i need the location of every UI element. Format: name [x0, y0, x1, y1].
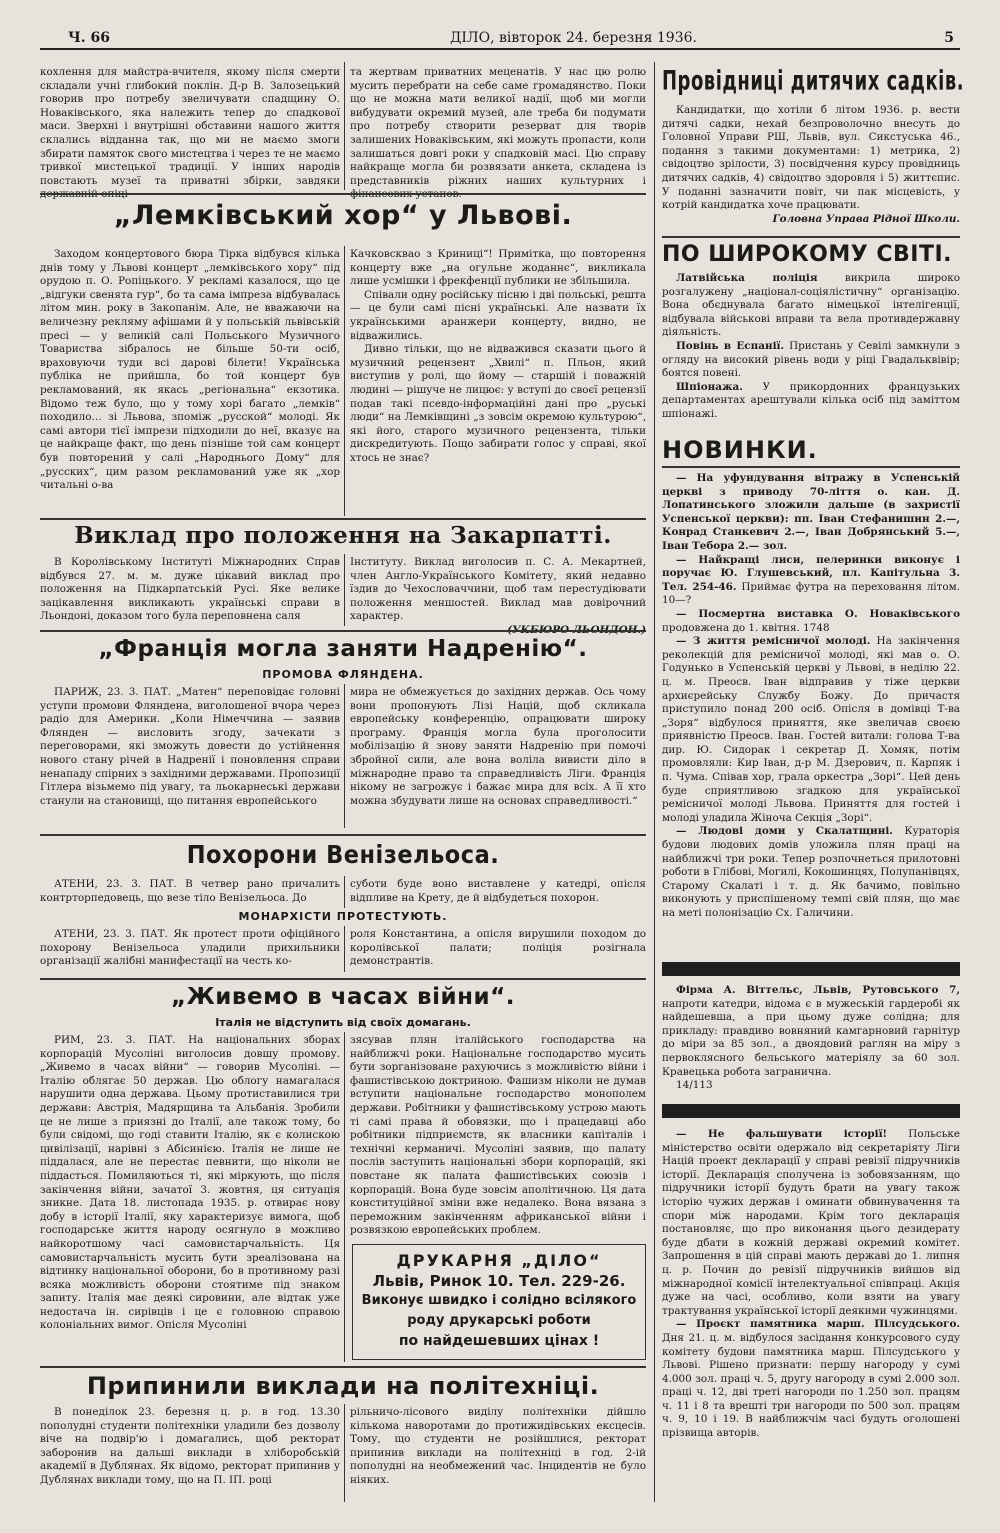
news-text-5: Кураторія будови людових домів уложила плян праці на найближчі три роки. Тепер розпочнеться прилотовні роботи в Глібові, Могилі, Кокошинцях, Полупанівцях, Старому Скалаті і т. д. Як бачимо, повільно виконують у приспішеному темпі свій плян, що має на меті полонізацію Сх. Галичини.: [662, 825, 960, 919]
war-col-1: [40, 1034, 340, 1360]
ad-line-1: ДРУКАРНЯ „ДІЛО“: [396, 1251, 602, 1270]
war-text-1: РИМ, 23. 3. ПАТ. На національних зборах корпорацій Мусоліні виголосив довшу промову. „Живемо в часах війни“ — говорив Мусоліні. — Італію облягає 50 держав. Цю облогу намагалася нарушити одна держава. Цьому протиставилися три держави: Австрія, Мадярщина та Альбанія. Зробили це не лише з приязні до Італії, але також тому, бо були свідомі, що годі ставити Італію, як є колискою цивілізації, нарівні з Абісинією. Італія не лише не піддалася, але не перестає певнити, що ніколи не піддасться. Помиляються ті, які міркують, що після закінчення війни, зачатої 3. жовтня, ця ситуація зникне. Дата 18. листопада 1935. р. отвирає нову добу в історії Італії, яку характеризує вимога, щоб господарське життя народу осягнуло в можливо найкоротшому часі самовистарчальність. Ця самовистарчальність мусить бути зреалізована на відтинку національної оборони, бо в противному разі всяка можливість оборони стоятиме під знаком запиту. Італія має деякі сировини, але відтак уже недостача ін. сирівців і це є головною справою колоніальних вимог. Опісля Мусоліні: [40, 1034, 340, 1332]
news-text-2: Приймає футра на переховання літом. 10—?: [662, 580, 961, 607]
history-item-2: [662, 1318, 960, 1440]
france-subtitle: ПРОМОВА ФЛЯНДЕНА.: [262, 668, 424, 681]
venizelos-text-4: роля Константина, а опісля вирушили походом до королівської палати; поліція розігнала демонстрантів.: [350, 928, 646, 968]
france-col-1: [40, 686, 340, 826]
divider: [40, 1366, 646, 1368]
divider: [344, 1032, 345, 1362]
print-shop-ad: [352, 1244, 646, 1360]
top-text-1: кохлення для майстра-вчителя, якому після смерти складали учні глибокий поклін. Д-р В. Залозецький говорив про потребу звеличувати спадщину О. Новаківського, яка належить тепер до спадкової маси. Зверхні і внутрішні обставини нашого життя склались відданна так, що ми не маємо змоги збирати памяток свого мистецтва і через те не маємо тривкої мистецької традиції. У інших народів повстають музеї та приватні збірки, завдяки: [40, 66, 340, 187]
vittels-item: [662, 984, 960, 1079]
vittels-ad: [662, 984, 960, 1092]
kindergarten-signature: Головна Управа Рідної Школи.: [772, 212, 960, 225]
news-text-4: На закінчення реколекцій для ремісничої молоді, які мав о. О. Годунько в Успенській церкві у Львові, в неділю 22. ц. м. Преосв. Іван відправив у тіже церкви архиєрейську Службу Божу. До причастя приступило понад 200 осіб. Опісля в домівці Т-ва „Зоря“ відбулося приняття, яке звеличав своєю приявністю Преосв. Іван. Гостей витали: голова Т-ва дир. Ю. Сидорак і секретар Д. Хомяк, потім промовляли: Кир Іван, д-р М. Дзерович, п. Карпяк і п. Чума. Співав хор, грала оркестра „Зорі“. Цей день буде сприятливою згадкою для української ремісничої молоді Львова. Приняття для гостей і молоді уладила Жіноча Секція „Зорі“.: [662, 635, 961, 824]
venizelos-col-2: [350, 878, 646, 908]
world-text-2: Пристань у Севілі замкнули з огляду на високий рівень води у ріці Гвадальквівір; боятся повені.: [662, 339, 960, 380]
divider: [40, 193, 646, 195]
venizelos-text-3: АТЕНИ, 23. 3. ПАТ. Як протест проти офіційного похорону Венізельоса уладили прихильники організації жалібні манифестації на честь ко-: [40, 928, 340, 968]
history-lead-1: — Не фальшувати історії!: [676, 1128, 888, 1140]
ad-line-2: Львів, Ринок 10. Тел. 229-26.: [372, 1272, 626, 1290]
france-col-2: [350, 686, 646, 826]
top-col-1: [40, 66, 340, 186]
divider: [662, 236, 960, 238]
venizelos-subtitle: МОНАРХІСТИ ПРОТЕСТУЮТЬ.: [238, 910, 448, 923]
france-title: „Франція могла заняти Надренію“.: [98, 636, 588, 662]
divider: [344, 554, 345, 626]
polytech-col-1: [40, 1406, 340, 1502]
vittels-lead: Фірма А. Віттельс, Львів, Рутовського 7,: [676, 984, 960, 996]
venizelos-text-1: АТЕНИ, 23. 3. ПАТ. В четвер рано причалить контрторпедовець, що везе тіло Венізельоса. До: [40, 878, 340, 904]
kindergarten-text: Кандидатки, що хотіли б літом 1936. р. вести дитячі садки, нехай безпроволочно внесуть до Головної Управи РШ, Львів, вул. Сикстуська 46., подання з такими документами: 1) метрика, 2) свідоцтво зрілости, 3) посвідчення курсу провідниць дитячих садків, 4) свідоцтво здоровля і 5) життєпис. У поданні зазначити повіт, чи пак місцевість, у котрій кандидатка хоче працювати.: [662, 104, 960, 212]
france-text-2: мира не обмежується до західних держав. Ось чому вони пропонують Лізі Націй, щоб скликала европейську конференцію, опрацювати широку програму. Франція могла була проголосити мобілізацію й знову заняти Надренію при помочі збройної сили, але вона воліла вивисти діло в міжнародне право та справедливість Ліги. Франція нікому не загрожує і бажає мира для всіх. А її хто можна збудувати лише на основах справедливості.“: [350, 686, 646, 807]
vittels-code: 14/113: [676, 1079, 713, 1092]
divider: [344, 926, 345, 972]
lemko-text-2b: Співали одну російську пісню і дві польські, решта — це були самі пісні українські. Але назвати їх українськими аранжери концерту, видно, не відважились.: [350, 288, 646, 342]
venizelos-col-3: [40, 928, 340, 972]
polytech-text-1: В понеділок 23. березня ц. р. в год. 13.30 пополудні студенти політехніки уладили без дозволу віче на подвір'ю і домагались, щоб ректорат заборонив на дальші виклади в хліборобській академії в Дублянах. Як відомо, ректорат припинив у Дублянах виклади тому, що на П. ІП. році: [40, 1406, 340, 1486]
top-col-2: [350, 66, 646, 186]
polytech-text-2: рільничо-лісового виділу політехніки дійшло кількома наворотами до протижидівських ексцесів. Тому, що студенти не розійшлися, ректорат припинив виклади на політехніці в год. 2-ій пополудні на необмежений час. Інцидентів не було ніяких.: [350, 1406, 646, 1486]
news-item-5: [662, 825, 960, 920]
history-body: [662, 1128, 960, 1502]
divider: [344, 684, 345, 828]
news-title: НОВИНКИ.: [662, 436, 818, 464]
world-text-1: викрила широко розгалужену „націонал-соціялістичну“ організацію. Вона обєднувала багато німецької інтелігенції, відбувала військові вправи та вела противдержавну діяльність.: [662, 272, 961, 339]
top-text-2: та жертвам приватних меценатів. У нас цю ролю мусить перебрати на себе саме громадянство. Поки що не можна мати великої надії, щоб ми могли вибудувати окремий музей, але треба би подумати про потребу створити резерват для творів залишених Новаківським, які можуть пропасти, коли залишаться довгі роки у спадковій масі. Цю справу найкраще могла би розвязати анкета, складена із представників ріжних наших культурних і: [350, 66, 646, 187]
world-lead-1: Латвійська поліція: [676, 272, 818, 284]
black-rule: [662, 962, 960, 976]
world-lead-2: Повінь в Еспанії.: [676, 339, 785, 352]
masthead-date: ДІЛО, вівторок 24. березня 1936.: [450, 30, 697, 46]
venizelos-col-1: [40, 878, 340, 908]
war-col-2: [350, 1034, 646, 1237]
news-text-3: продовжена до 1. квітня. 1748: [662, 621, 830, 634]
divider: [344, 876, 345, 908]
france-text-1: ПАРИЖ, 23. 3. ПАТ. „Матен“ переповідає головні уступи промови Фляндена, виголошеної вчора через радіо для Америки. „Коли Німеччина — заявив Флянден — висловить згоду, зачекати з переговорами, які зможуть довести до устійнення нового стану річей в Надренії і поновлення справи ненападу спірних з західними державами. Пропозиції Гітлера візьмемо під увагу, та льокарнеські держави станули на становищі, що питання европейського: [40, 686, 340, 807]
lemko-col-2: [350, 248, 646, 514]
news-lead-4: — З життя ремісничої молоді.: [676, 635, 871, 648]
venizelos-text-2: суботи буде воно виставлене у катедрі, опісля відпливе на Крету, де й відбудеться похорон.: [350, 878, 646, 904]
kindergarten-body: [662, 104, 960, 230]
news-lead-3: — Посмертна виставка О. Новаківського: [676, 607, 960, 620]
lemko-text-1: Заходом концертового бюра Тірка відбувся кілька днів тому у Львові концерт „лемківського хору“ під орудою п. О. Ропіцького. У рекламі казалося, що це „відгуки свенята гур“, бо та сама імпреза відбувалась літом мин. року в Закопанім. Але, не вважаючи на величезну рекляму афішами й у польській львівській пресі — у великій салі Польського Музичного Товариства зібралось не більше 50-ти осіб, враховуючи туди всі даровi білети! Українська публіка не прийшла, бо той концерт був рекламований, як якась „регіональна“ екзотика. Відомо теж було, що у тому хорі багато „лемків“ походило… зі Львова, зпоміж „русской“ молоді. Як самі автори тієї імпрези підходили до неї, вказує на це найкраще факт, що день пізніше той сам концерт був повторений у салі „Народнього Дому“ для „русских“, цим разом рекламований уже як „хор читальні о-ва: [40, 248, 340, 492]
world-text-3: У прикордонних французьких департаментах арештували кілька осіб під заміттом шпіонажі.: [662, 380, 960, 420]
news-item-1: — На уфундування вітражу в Успенській церкві з приводу 70-ліття о. кан. Д. Лопатинського зложили дальше (в захристії Успенської церкви): пп. Іван Стефанишин 2.—, Конрад Станкевич 2.—, Іван Добрянський 5.—, Іван Тебора 2.— зол.: [662, 472, 960, 552]
venizelos-title: Похорони Венізельоса.: [186, 840, 500, 869]
kindergarten-title: Провідниці дитячих садків.: [662, 64, 965, 97]
vittels-text: напроти катедри, відома є в мужеській гардеробі як найдешевша, а при цьому дуже солідна; для прикладу: правдиво вовняний камгарновий гарнітур до міри за 85 зол., а двоядовий раглян на міру з первоклясного бельського матеріялу за 60 зол. Кравецька робота загранична.: [662, 997, 960, 1078]
war-title: „Живемо в часах війни“.: [171, 984, 515, 1010]
divider: [662, 466, 960, 468]
lemko-col-1: [40, 248, 340, 514]
polytech-title: Припинили виклади на політехніці.: [86, 1372, 600, 1400]
issue-number: Ч. 66: [68, 30, 111, 46]
divider: [40, 834, 646, 836]
zakarpattia-title: Виклад про положення на Закарпатті.: [74, 522, 612, 549]
lemko-title: „Лемківський хор“ у Львові.: [113, 200, 573, 231]
divider: [40, 518, 646, 520]
news-item-3: [662, 608, 960, 635]
ad-line-3: Виконує швидко і солідно всілякого: [361, 1293, 637, 1308]
war-subtitle: Італія не відступить від своїх домагань.: [215, 1016, 471, 1029]
zakarpattia-col-2: [350, 556, 646, 624]
news-body: [662, 472, 960, 950]
polytech-col-2: [350, 1406, 646, 1502]
world-item-1: [662, 272, 960, 340]
news-item-4: [662, 635, 960, 825]
ad-line-5: по найдешевших цінах !: [398, 1333, 600, 1349]
war-text-2: зясував плян італійського господарства на найближчі роки. Національне господарство мусить бути зорганізоване рахуючись з можливістю війни і фашистівською доктриною. Фашизм ніколи не думав вступити національне господарство монополем держави. Робітники у фашистівському устрою мають ті самі права й обовязки, що і працедавці або робітники підприємств, як власники капіталів і технічні керманичі. Мусоліні заявив, що палату послів заступить національні збори корпорацій, які повстане як палата фашистівських союзів і корпорацій. Вона буде зовсім аполітичною. Ця дата конституційної зміни вже недалеко. Вона вязана з переможним закінченням африканської війни і розвязкою европейських проблем.: [350, 1034, 646, 1237]
world-title: ПО ШИРОКОМУ СВІТІ.: [662, 242, 953, 267]
lemko-text-2a: Качковсквао з Криниці“! Примітка, що повторення концерту вже „на огульне жоданнє“, викликала лише усмішки і фрекфенції публики не збільшила.: [350, 248, 646, 288]
zakarpattia-text-2: Інституту. Виклад виголосив п. С. А. Мекартней, член Англо-Українського Комітету, який недавно їздив до Чехословаччини, щоб там перестудіювати положення меншостей. Виклад мав довірочний характер.: [350, 556, 646, 623]
world-lead-3: Шпіонажа.: [676, 380, 743, 393]
history-item-1: [662, 1128, 960, 1318]
news-lead-2: — Найкращі лиси, пелеринки виконує і поручає Ю. Глушевський, пл. Капітульна 3. Тел. 254-46.: [662, 553, 960, 593]
history-text-1: Польське міністерство освіти одержало від секретаріяту Ліги Націй проект декларації у справі ревізії підручників історії. Декларація сполучена із зобовязанням, що підручники історії будуть брати на увагу також історію чужих держав і оминати обвинувачення та спори між народами. Крім того декларація постановляє, що про виконання цього дезидерату буде дбати в кожній державі окремий комітет. Запрошення в цій справі мають державі до 1. липня ц. р. Почин до ревізії підручників вийшов від міжнародної комісії інтелектуальної співпраці. Акція дуже на часі, особливо, коли взяти на увагу трактування української історії деякими чужинцями.: [662, 1128, 960, 1317]
page-header: [40, 30, 960, 50]
ad-line-4: роду друкарські роботи: [407, 1313, 591, 1328]
divider: [344, 246, 345, 516]
divider: [40, 630, 646, 632]
black-rule: [662, 1104, 960, 1118]
news-item-2: [662, 554, 960, 608]
world-body: [662, 272, 960, 430]
column-divider: [654, 62, 655, 1502]
history-text-2: Дня 21. ц. м. відбулося засідання конкурсового суду комітету будови памятника марш. Пілсудського у Львові. Рішено признати: першу нагороду у сумі 4.000 зол. праці ч. 5, другу нагороду в сумі 2.000 зол. праці ч. 12, дві треті нагороди по 1.250 зол. працям ч. 11 і 8 та врешті три нагороди по 500 зол. працям ч. 9, 10 і 19. В найближчім часі будуть оголошені прізвища авторів.: [662, 1331, 960, 1440]
divider: [344, 62, 345, 190]
news-lead-5: — Людові доми у Скалатщині.: [676, 825, 893, 838]
divider: [40, 978, 646, 980]
page-number: 5: [944, 30, 954, 46]
history-lead-2: — Проєкт памятника марш. Пілсудського.: [676, 1318, 960, 1331]
venizelos-col-4: [350, 928, 646, 972]
zakarpattia-col-1: [40, 556, 340, 624]
world-item-2: [662, 340, 960, 381]
world-item-3: [662, 381, 960, 422]
zakarpattia-text-1: В Королівському Інституті Міжнародних Справ відбувся 27. м. м. дуже цікавий виклад про положення на Підкарпатській Русі. Яке велике зацікавлення викликають українські справи в Льондоні, доказом того була переповнена саля: [40, 556, 340, 623]
lemko-text-2c: Дивно тільки, що не відважився сказати цього й музичний рецензент „Хвилі“ п. Пльон, який виступив у ролі, що йому — старшій і поважній людині — рішуче не лицює: у вступі до своєї рецензії подав такі псевдо-інформаційні дані про „руські люди“ на Лемківщині „з зовсім окремою культурою“, які його, старого музичного рецензента, тільки дискредитують. Пощо забирати голос у справі, якої хтось не знає?: [350, 343, 646, 464]
divider: [344, 1404, 345, 1502]
